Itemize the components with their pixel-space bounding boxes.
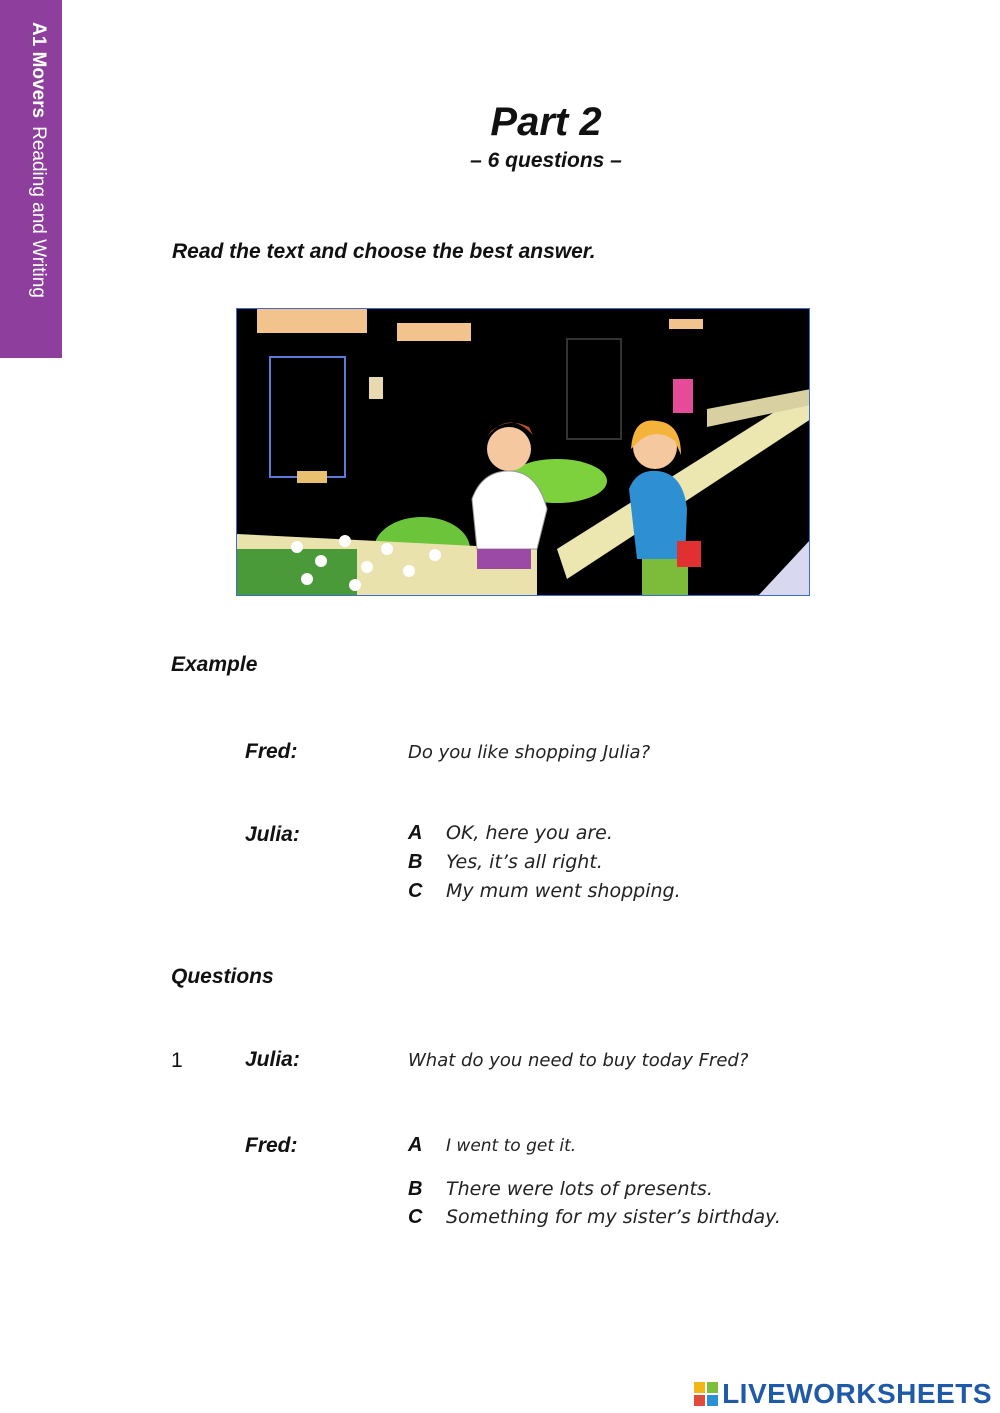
option-letter: A [408, 822, 423, 844]
questions-heading: Questions [171, 965, 274, 988]
liveworksheets-brand [694, 1378, 992, 1410]
street-scene-drawing [237, 309, 810, 596]
instruction: Read the text and choose the best answer. [172, 240, 596, 263]
question-1-option-c[interactable] [408, 1206, 781, 1229]
question-1-option-a[interactable] [408, 1134, 576, 1157]
example-speaker-fred: Fred: [245, 740, 298, 763]
option-text: OK, here you are. [446, 822, 613, 844]
page-subtitle: – 6 questions – [470, 149, 622, 172]
example-option-a [408, 822, 613, 845]
option-text: My mum went shopping. [446, 880, 681, 902]
liveworksheets-logo-icon [694, 1382, 718, 1406]
question-number: 1 [171, 1049, 183, 1072]
side-tab-level: A1 Movers [28, 22, 49, 119]
example-option-c [408, 880, 681, 903]
option-text: There were lots of presents. [446, 1178, 713, 1200]
option-letter: A [408, 1134, 423, 1156]
side-tab [0, 0, 62, 358]
example-option-b [408, 851, 603, 874]
option-text: I went to get it. [446, 1136, 577, 1156]
illustration-street-scene [236, 308, 810, 596]
question-1-speaker-fred: Fred: [245, 1134, 298, 1157]
example-speaker-julia: Julia: [245, 823, 300, 846]
side-tab-skill: Reading and Writing [28, 126, 49, 298]
question-1-speaker-julia: Julia: [245, 1048, 300, 1071]
option-text: Something for my sister’s birthday. [446, 1206, 781, 1228]
option-letter: C [408, 880, 423, 902]
side-tab-label [0, 22, 48, 380]
option-letter: B [408, 1178, 423, 1200]
question-1-prompt: What do you need to buy today Fred? [408, 1050, 749, 1071]
option-text: Yes, it’s all right. [446, 851, 603, 873]
option-letter: B [408, 851, 423, 873]
example-heading: Example [171, 653, 258, 676]
page-title: Part 2 [490, 100, 602, 144]
brand-wordmark: LIVEWORKSHEETS [722, 1378, 992, 1409]
example-prompt: Do you like shopping Julia? [408, 742, 651, 763]
question-1-option-b[interactable] [408, 1178, 713, 1201]
option-letter: C [408, 1206, 423, 1228]
